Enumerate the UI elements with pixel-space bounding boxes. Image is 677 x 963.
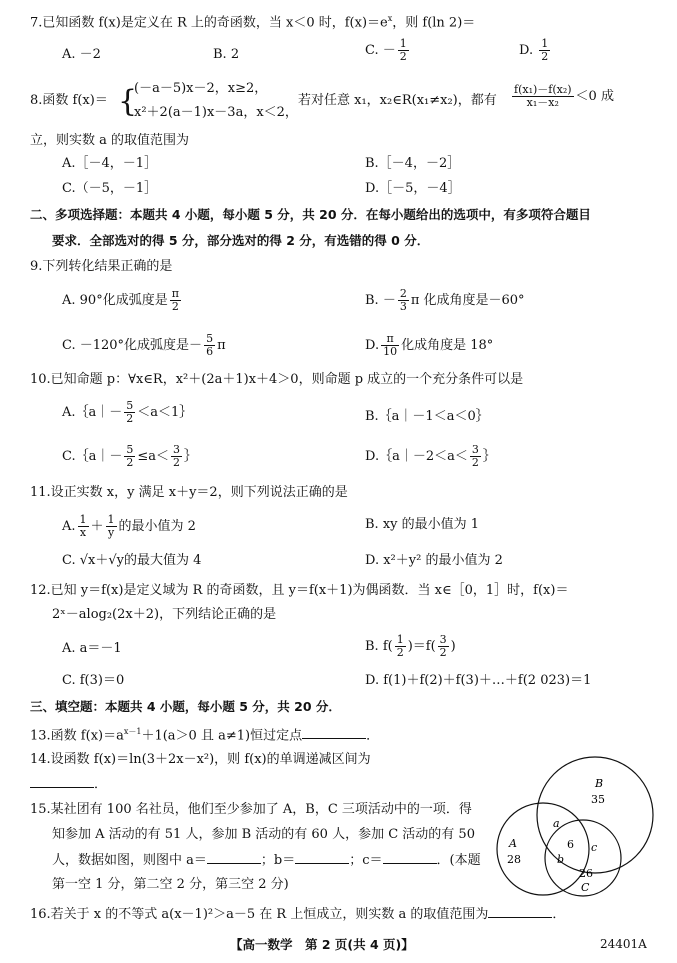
q12-line2: 2ˣ－alog₂(2x＋2)，下列结论正确的是 [52,607,277,622]
q11-option-a: A. $\frac{1}{x}$ ＋ $\frac{1}{y}$ 的最小值为 2 [62,513,196,539]
q7-option-c: C. － $\frac{1}{2}$ [365,37,407,63]
venn-center-value: 6 [567,838,574,851]
q10-option-d: D.｛a｜－2＜a＜ $\frac{3}{2}$ ｝ [365,443,496,469]
q8-fraction: $\frac{\text{f(x₁)－f(x₂)}}{\text{x₁－x₂}}$ ＜0 成 [514,83,614,109]
footer-page-label: 【高一数学 第 2 页(共 4 页)】 [230,937,414,952]
q12-option-b: B. f( $\frac{1}{2}$ )＝f( $\frac{3}{2}$ ) [365,633,456,659]
venn-label-c: C [581,881,590,894]
venn-diagram [495,755,665,905]
venn-value-c: 26 [579,867,593,880]
q11-option-d: D. x²＋y² 的最小值为 2 [365,553,503,568]
q10-option-b: B.｛a｜－1＜a＜0｝ [365,409,489,424]
q15-blank-b[interactable] [295,851,349,864]
venn-label-b: B [595,777,604,790]
q9-stem: 9.下列转化结果正确的是 [30,259,173,274]
section-2-heading: 二、多项选择题：本题共 4 小题，每小题 5 分，共 20 分．在每小题给出的选项中，有多项符合题目 [30,207,591,222]
venn-value-b: 35 [591,793,605,806]
q15-line2: 知参加 A 活动的有 51 人，参加 B 活动的有 60 人，参加 C 活动的有 50 [52,827,475,842]
venn-label-a: A [509,837,517,850]
q14-line1: 14.设函数 f(x)＝ln(3＋2x－x²)，则 f(x)的单调递减区间为 [30,752,371,767]
section-3-heading: 三、填空题：本题共 4 小题，每小题 5 分，共 20 分． [30,699,341,714]
q10-stem: 10.已知命题 p：∀x∈R，x²＋(2a＋1)x＋4＞0，则命题 p 成立的一个充分条件可以是 [30,372,524,387]
q8-condition: 若对任意 x₁，x₂∈R(x₁≠x₂)，都有 [298,93,497,108]
q15-blank-a[interactable] [207,851,261,864]
q12-option-a: A. a＝－1 [62,641,122,656]
q8-piece-2: x²＋2(a－1)x－3a，x＜2， [134,105,298,120]
q9-option-b: B. － $\frac{2}{3}$ π 化成角度是－60° [365,287,525,313]
q7-stem: 7.已知函数 f(x)是定义在 R 上的奇函数，当 x＜0 时，$f(x)=e^x$，则 f(ln 2)＝ [30,14,476,31]
q9-option-a: A. 90°化成弧度是 $\frac{\pi}{2}$ [62,287,179,313]
q15-line4: 第一空 1 分，第二空 2 分，第三空 2 分) [52,877,289,892]
q11-stem: 11.设正实数 x，y 满足 x＋y＝2，则下列说法正确的是 [30,485,348,500]
q7-option-d: D. $\frac{1}{2}$ [519,37,549,63]
q7-option-b: B. 2 [213,47,240,62]
q10-option-a: A.｛a｜－ $\frac{5}{2}$ ＜a＜1｝ [62,399,193,425]
venn-label-b-region: b [557,853,565,866]
venn-value-a: 28 [507,853,521,866]
exam-code: 24401A [600,937,647,951]
q8-lead: 8.函数 f(x)＝ [30,93,108,108]
q9-option-c: C. －120°化成弧度是－ $\frac{5}{6}$ π [62,332,226,358]
venn-label-c-region: c [591,841,598,854]
q13: 13.函数 $f(x)=a^{x-1}+1(a>0$ 且 a≠1)恒过定点 ． [30,727,380,744]
q8-option-a: A.［－4，－1］ [62,156,158,171]
q12-option-c: C. f(3)＝0 [62,673,125,688]
q7-option-a: A. －2 [62,47,101,62]
q9-option-d: D. $\frac{\pi}{10}$ 化成角度是 18° [365,332,494,358]
q8-piece-1: (－a－5)x－2，x≥2， [134,81,268,96]
q8-brace: { [118,84,138,119]
q16: 16.若关于 x 的不等式 a(x－1)²＞a－5 在 R 上恒成立，则实数 a 的取值范围为 ． [30,907,566,922]
q11-option-c: C. √x＋√y的最大值为 4 [62,553,202,568]
q8-line2: 立，则实数 a 的取值范围为 [30,133,190,148]
q8-option-c: C.（－5，－1］ [62,181,158,196]
q15-line1: 15.某社团有 100 名社员，他们至少参加了 A，B，C 三项活动中的一项．得 [30,802,472,817]
q12-option-d: D. f(1)＋f(2)＋f(3)＋…＋f(2 023)＝1 [365,673,592,688]
q10-option-c: C.｛a｜－ $\frac{5}{2}$ ≤a＜ $\frac{3}{2}$ ｝ [62,443,198,469]
q8-option-d: D.［－5，－4］ [365,181,461,196]
q16-answer-blank[interactable] [488,905,552,918]
q15-blank-c[interactable] [383,851,437,864]
q8-option-b: B.［－4，－2］ [365,156,461,171]
q14-answer-blank[interactable] [30,775,94,788]
q11-option-b: B. xy 的最小值为 1 [365,517,480,532]
venn-circle-b [537,757,653,873]
q13-answer-blank[interactable] [302,726,366,739]
section-2-instructions: 要求．全部选对的得 5 分，部分选对的得 2 分，有选错的得 0 分． [52,233,430,248]
q14-line2: ． [30,775,107,794]
venn-label-a-region: a [553,817,560,830]
q12-stem: 12.已知 y＝f(x)是定义域为 R 的奇函数，且 y＝f(x＋1)为偶函数．当 x∈［0，1］时，f(x)＝ [30,583,569,598]
q15-line3: 人，数据如图，则图中 a＝ ；b＝ ；c＝ ．(本题 [52,853,481,868]
